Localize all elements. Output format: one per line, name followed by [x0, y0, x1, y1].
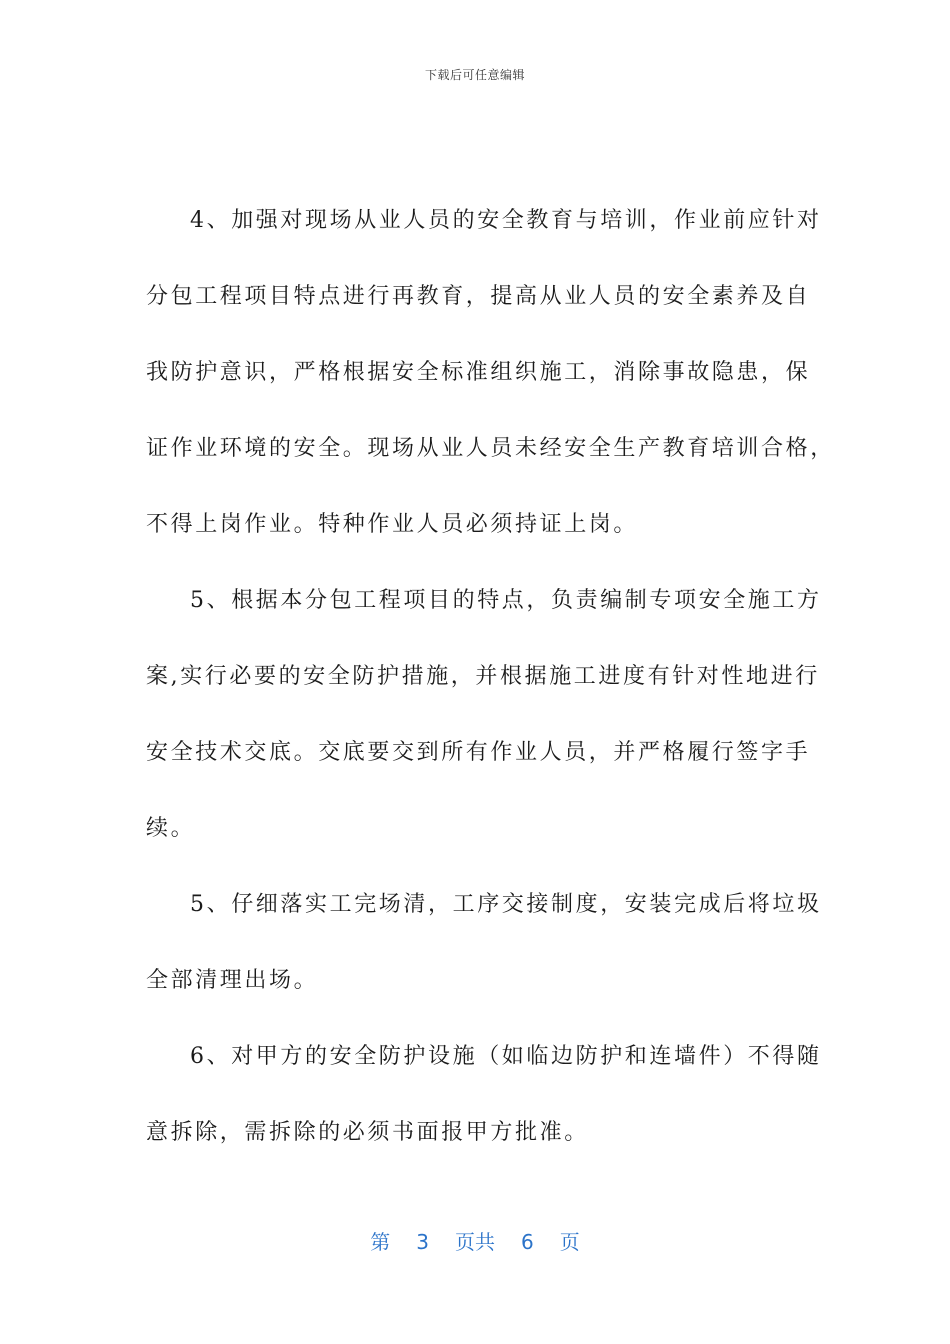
paragraph-4-line-1: 4、加强对现场从业人员的安全教育与培训，作业前应针对: [190, 208, 822, 233]
paragraph-4-line-3: 我防护意识，严格根据安全标准组织施工，消除事故隐患，保: [146, 360, 811, 385]
paragraph-5a-line-4: 续。: [146, 816, 196, 841]
document-body: [146, 195, 835, 1183]
page-middle-text: 页共: [455, 1230, 495, 1254]
current-page-number: 3: [416, 1230, 429, 1254]
paragraph-6-line-1: 6、对甲方的安全防护设施（如临边防护和连墙件）不得随: [190, 1044, 822, 1069]
paragraph-5b-line-1: 5、仔细落实工完场清，工序交接制度，安装完成后将垃圾: [190, 892, 822, 917]
paragraph-4-line-4: 证作业环境的安全。现场从业人员未经安全生产教育培训合格，: [146, 436, 835, 461]
total-pages-number: 6: [521, 1230, 534, 1254]
paragraph-4-line-2: 分包工程项目特点进行再教育，提高从业人员的安全素养及自: [146, 284, 811, 309]
download-note: 下载后可任意编辑: [424, 68, 525, 82]
page-prefix: 第: [370, 1230, 391, 1254]
page-suffix: 页: [559, 1230, 580, 1254]
paragraph-5a-line-2: 案,实行必要的安全防护措施，并根据施工进度有针对性地进行: [146, 664, 820, 689]
paragraph-5a-line-3: 安全技术交底。交底要交到所有作业人员，并严格履行签字手: [146, 740, 811, 765]
page-number-footer: [0, 1226, 950, 1255]
paragraph-5a-line-1: 5、根据本分包工程项目的特点，负责编制专项安全施工方: [190, 588, 822, 613]
paragraph-6-line-2: 意拆除，需拆除的必须书面报甲方批准。: [146, 1120, 589, 1145]
paragraph-4-line-5: 不得上岗作业。特种作业人员必须持证上岗。: [146, 512, 639, 537]
paragraph-5b-line-2: 全部清理出场。: [146, 968, 319, 993]
